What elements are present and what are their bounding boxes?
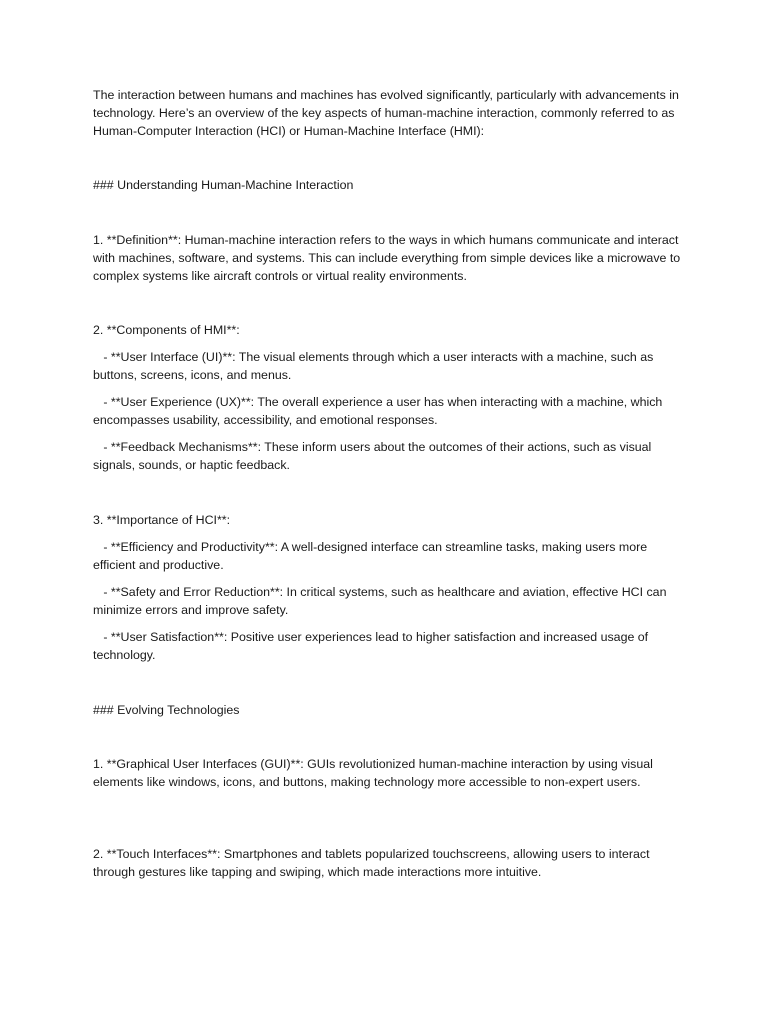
list-item-safety: - **Safety and Error Reduction**: In critical systems, such as healthcare and aviation, effective HCI can minimize errors and improve safety.	[93, 585, 670, 617]
gui-paragraph: 1. **Graphical User Interfaces (GUI)**: GUIs revolutionized human-machine interaction by using visual elements like windows, icons, and buttons, making technology more accessible to non-expert users.	[93, 757, 657, 789]
list-item-satisfaction: - **User Satisfaction**: Positive user experiences lead to higher satisfaction and increased usage of technology.	[93, 630, 652, 662]
components-heading: 2. **Components of HMI**:	[93, 323, 240, 337]
section-heading-understanding: ### Understanding Human-Machine Interaction	[93, 178, 354, 192]
intro-paragraph: The interaction between humans and machines has evolved significantly, particularly with advancements in technology. Here’s an overview of the key aspects of human-machine interaction, commonly referred to as Human-Computer Interaction (HCI) or Human-Machine Interface (HMI):	[93, 88, 683, 138]
importance-heading: 3. **Importance of HCI**:	[93, 513, 231, 527]
list-item-feedback: - **Feedback Mechanisms**: These inform users about the outcomes of their actions, such as visual signals, sounds, or haptic feedback.	[93, 440, 655, 472]
definition-paragraph: 1. **Definition**: Human-machine interaction refers to the ways in which humans communicate and interact with machines, software, and systems. This can include everything from simple devices like a microwave to complex systems like aircraft controls or virtual reality environments.	[93, 233, 684, 283]
touch-paragraph: 2. **Touch Interfaces**: Smartphones and tablets popularized touchscreens, allowing users to interact through gestures like tapping and swiping, which made interactions more intuitive.	[93, 847, 653, 879]
document-page	[93, 0, 683, 1024]
list-item-ui: - **User Interface (UI)**: The visual elements through which a user interacts with a machine, such as buttons, screens, icons, and menus.	[93, 350, 657, 382]
section-heading-evolving: ### Evolving Technologies	[93, 703, 240, 717]
list-item-ux: - **User Experience (UX)**: The overall experience a user has when interacting with a machine, which encompasses usability, accessibility, and emotional responses.	[93, 395, 666, 427]
list-item-efficiency: - **Efficiency and Productivity**: A well-designed interface can streamline tasks, making users more efficient and productive.	[93, 540, 651, 572]
